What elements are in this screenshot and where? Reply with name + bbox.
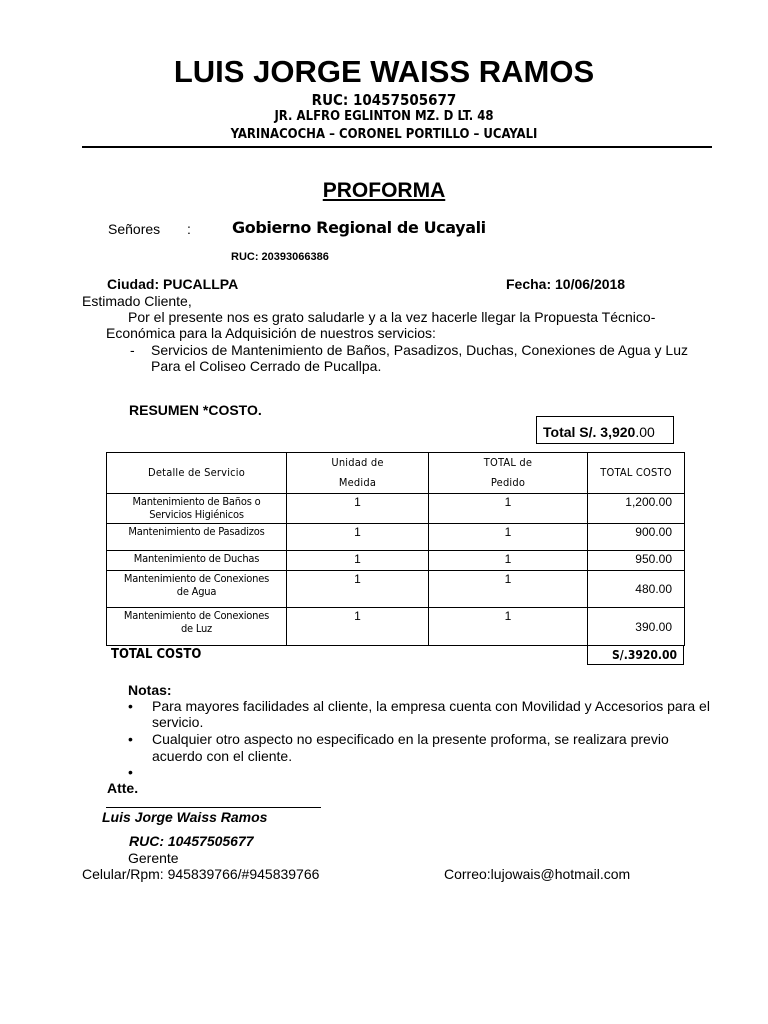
header-ruc: RUC: 10457505677 xyxy=(311,91,457,109)
header-divider xyxy=(82,146,712,148)
phone: Celular/Rpm: 945839766/#945839766 xyxy=(82,866,320,882)
row-qty: 1 xyxy=(429,571,588,608)
table-row xyxy=(107,551,685,571)
row-unit: 1 xyxy=(287,571,429,608)
header-address-line2: YARINACOCHA – CORONEL PORTILLO – UCAYALI xyxy=(230,127,538,142)
recipient-label: Señores xyxy=(108,221,161,237)
bullet: • xyxy=(128,731,133,747)
email: Correo:lujowais@hotmail.com xyxy=(444,866,631,882)
header-unit: Unidad de Medida xyxy=(287,453,429,494)
total-amount-main: Total S/. 3,920 xyxy=(543,424,636,440)
row-qty: 1 xyxy=(429,551,588,571)
row-cost: 390.00 xyxy=(588,608,685,646)
row-detail: Mantenimiento de Duchas xyxy=(107,551,287,571)
note1-line1: Para mayores facilidades al cliente, la empresa cuenta con Movilidad y Accesorios para el xyxy=(152,698,710,714)
row-detail: Mantenimiento de Conexiones de Luz xyxy=(107,608,287,646)
note1-line2: servicio. xyxy=(152,714,204,730)
intro-line2: Económica para la Adquisición de nuestros servicios: xyxy=(106,325,436,341)
row-detail: Mantenimiento de Baños o Servicios Higiénicos xyxy=(107,494,287,524)
row-cost: 900.00 xyxy=(588,524,685,551)
client-name: Gobierno Regional de Ucayali xyxy=(232,218,486,237)
note2-line2: acuerdo con el cliente. xyxy=(152,748,293,764)
table-row xyxy=(107,494,685,524)
table-header-row xyxy=(107,453,685,494)
document-title: PROFORMA xyxy=(322,179,446,202)
closing: Atte. xyxy=(107,780,139,796)
table-row xyxy=(107,571,685,608)
row-qty: 1 xyxy=(429,524,588,551)
company-name: LUIS JORGE WAISS RAMOS xyxy=(173,54,595,89)
service-line2: Para el Coliseo Cerrado de Pucallpa. xyxy=(151,358,382,374)
header-cost: TOTAL COSTO xyxy=(588,453,685,494)
note2-line1: Cualquier otro aspecto no especificado en la presente proforma, se realizara previo xyxy=(152,731,669,747)
header-order: TOTAL de Pedido xyxy=(429,453,588,494)
signer-ruc: RUC: 10457505677 xyxy=(129,833,254,849)
summary-label: RESUMEN *COSTO. xyxy=(129,402,262,418)
table-row xyxy=(107,608,685,646)
row-qty: 1 xyxy=(429,608,588,646)
table-total-value: S/.3920.00 xyxy=(612,648,677,662)
row-cost: 1,200.00 xyxy=(588,494,685,524)
row-cost: 950.00 xyxy=(588,551,685,571)
service-line1: Servicios de Mantenimiento de Baños, Pasadizos, Duchas, Conexiones de Agua y Luz xyxy=(151,342,688,358)
cost-table xyxy=(106,452,685,646)
row-unit: 1 xyxy=(287,608,429,646)
client-ruc: RUC: 20393066386 xyxy=(231,251,329,263)
signer-role: Gerente xyxy=(128,850,179,866)
row-unit: 1 xyxy=(287,494,429,524)
bullet: • xyxy=(128,764,133,780)
total-amount-cents: .00 xyxy=(635,424,655,440)
row-cost: 480.00 xyxy=(588,571,685,608)
recipient-colon: : xyxy=(187,221,191,237)
date: Fecha: 10/06/2018 xyxy=(506,276,626,292)
intro-line1: Por el presente nos es grato saludarle y a la vez hacerle llegar la Propuesta Técnico- xyxy=(128,309,656,325)
bullet: • xyxy=(128,698,133,714)
row-unit: 1 xyxy=(287,524,429,551)
row-detail: Mantenimiento de Conexiones de Agua xyxy=(107,571,287,608)
header-detail: Detalle de Servicio xyxy=(107,453,287,494)
table-row xyxy=(107,524,685,551)
total-amount xyxy=(543,424,655,440)
greeting: Estimado Cliente, xyxy=(82,293,192,309)
header-address-line1: JR. ALFRO EGLINTON MZ. D LT. 48 xyxy=(274,109,494,124)
list-dash: - xyxy=(130,342,135,358)
row-qty: 1 xyxy=(429,494,588,524)
row-detail: Mantenimiento de Pasadizos xyxy=(107,524,287,551)
signer-name: Luis Jorge Waiss Ramos xyxy=(102,809,268,825)
notes-label: Notas: xyxy=(128,682,172,698)
table-total-label: TOTAL COSTO xyxy=(111,647,202,662)
row-unit: 1 xyxy=(287,551,429,571)
signature-line xyxy=(106,807,321,808)
city: Ciudad: PUCALLPA xyxy=(107,276,239,292)
